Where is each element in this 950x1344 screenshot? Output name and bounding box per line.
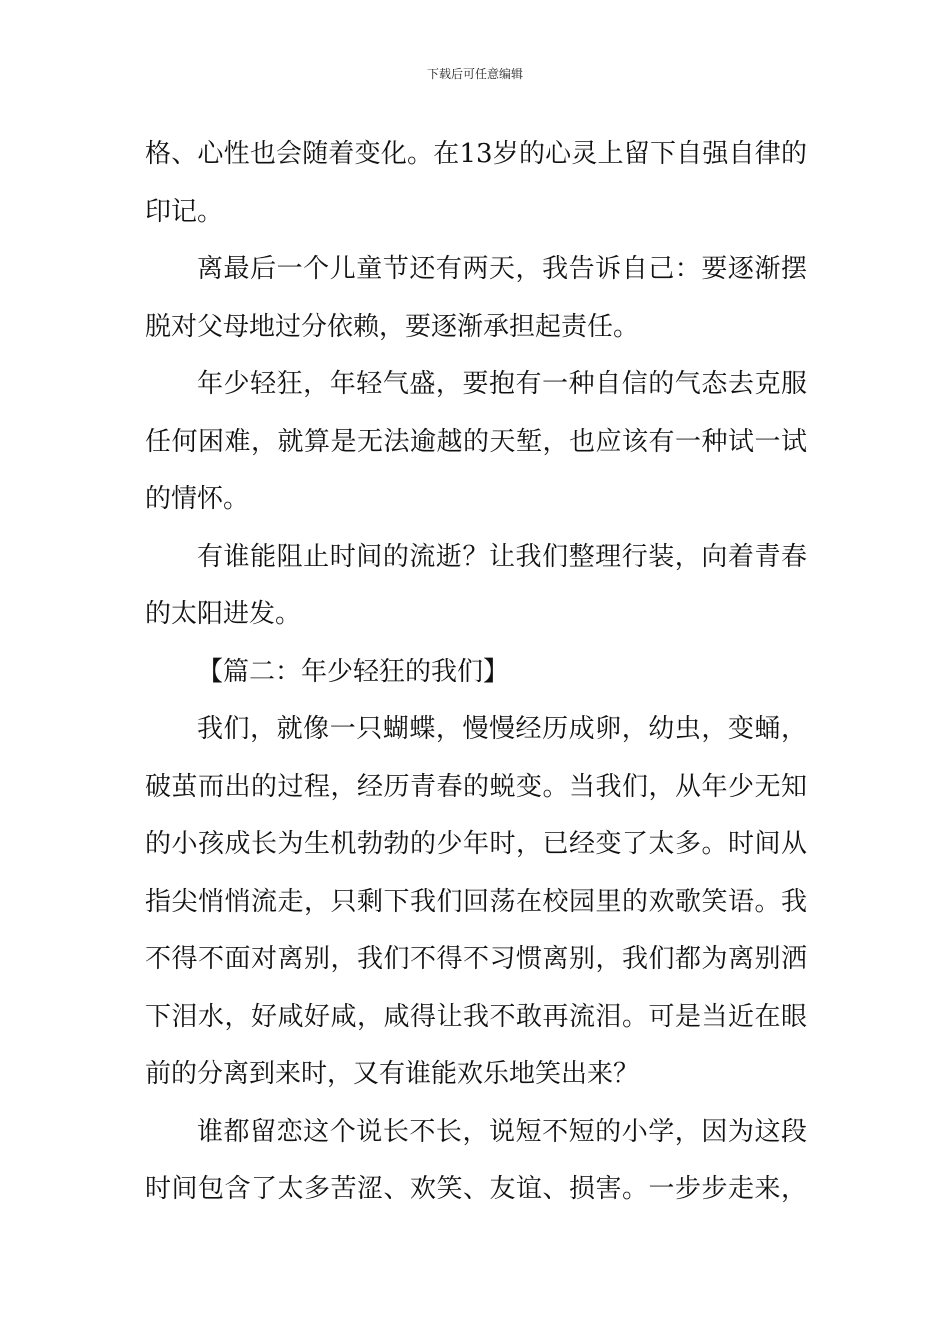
text-line: 印记。 (145, 196, 224, 227)
text-line: 不得不面对离别，我们不得不习惯离别，我们都为离别洒 (145, 944, 807, 974)
text-line: 格、心性也会随着变化。在13岁的心灵上留下自强自律的 (145, 139, 807, 169)
text-line: 有谁能阻止时间的流逝？让我们整理行装，向着青春 (197, 541, 807, 572)
text-line: 的情怀。 (145, 484, 250, 514)
text-line: 脱对父母地过分依赖，要逐渐承担起责任。 (145, 311, 640, 342)
text-line: 离最后一个儿童节还有两天，我告诉自己：要逐渐摆 (197, 254, 807, 284)
text-line: 的小孩成长为生机勃勃的少年时，已经变了太多。时间从 (145, 829, 807, 859)
section-heading: 【篇二：年少轻狂的我们】 (197, 656, 510, 687)
text-line: 时间包含了太多苦涩、欢笑、友谊、损害。一步步走来， (145, 1174, 807, 1204)
text-line: 谁都留恋这个说长不长，说短不短的小学，因为这段 (197, 1116, 807, 1147)
text-line: 的太阳进发。 (145, 599, 302, 629)
document-body (145, 126, 807, 1219)
text-line: 指尖悄悄流走，只剩下我们回荡在校园里的欢歌笑语。我 (145, 886, 807, 917)
text-line: 任何困难，就算是无法逾越的天堑，也应该有一种试一试 (145, 426, 807, 457)
text-line: 我们，就像一只蝴蝶，慢慢经历成卵，幼虫，变蛹， (197, 714, 807, 744)
text-line: 年少轻狂，年轻气盛，要抱有一种自信的气态去克服 (197, 369, 807, 399)
text-line: 破茧而出的过程，经历青春的蜕变。当我们，从年少无知 (145, 771, 807, 802)
text-line: 前的分离到来时，又有谁能欢乐地笑出来？ (145, 1059, 640, 1089)
text-line: 下泪水，好咸好咸，咸得让我不敢再流泪。可是当近在眼 (145, 1001, 807, 1032)
page-header: 下载后可任意编辑 (426, 67, 523, 81)
